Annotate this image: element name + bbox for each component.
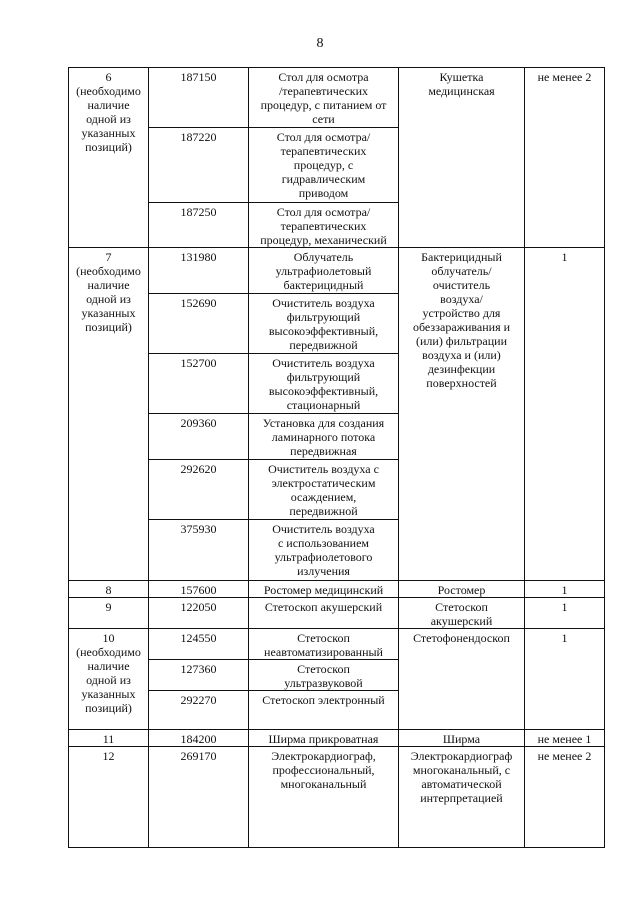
quantity-cell: не менее 2 xyxy=(525,68,605,248)
equipment-name-cell: Стол для осмотра/ терапевтических процедур, с гидравлическим приводом xyxy=(249,128,399,203)
position-number-cell: 6 (необходимо наличие одной из указанных позиций) xyxy=(69,68,149,248)
position-number-cell: 12 xyxy=(69,747,149,848)
quantity-cell: 1 xyxy=(525,248,605,581)
code-cell: 187250 xyxy=(149,203,249,248)
code-cell: 187150 xyxy=(149,68,249,128)
quantity-cell: 1 xyxy=(525,629,605,730)
equipment-type-cell: Кушетка медицинская xyxy=(399,68,525,248)
equipment-name-cell: Стетоскоп ультразвуковой xyxy=(249,660,399,691)
equipment-name-cell: Стетоскоп акушерский xyxy=(249,598,399,629)
table-row xyxy=(69,598,605,629)
code-cell: 131980 xyxy=(149,248,249,294)
equipment-type-cell: Ростомер xyxy=(399,581,525,598)
equipment-name-cell: Ростомер медицинский xyxy=(249,581,399,598)
equipment-type-cell: Стетофонендоскоп xyxy=(399,629,525,730)
table-row xyxy=(69,730,605,747)
equipment-name-cell: Облучатель ультрафиолетовый бактерицидный xyxy=(249,248,399,294)
position-number-cell: 10 (необходимо наличие одной из указанных позиций) xyxy=(69,629,149,730)
code-cell: 152700 xyxy=(149,354,249,414)
code-cell: 187220 xyxy=(149,128,249,203)
quantity-cell: не менее 1 xyxy=(525,730,605,747)
code-cell: 292620 xyxy=(149,460,249,520)
code-cell: 292270 xyxy=(149,691,249,730)
code-cell: 122050 xyxy=(149,598,249,629)
equipment-name-cell: Очиститель воздуха фильтрующий высокоэффективный, передвижной xyxy=(249,294,399,354)
table-row xyxy=(69,68,605,128)
equipment-type-cell: Электрокардиограф многоканальный, с автоматической интерпретацией xyxy=(399,747,525,848)
position-number-cell: 8 xyxy=(69,581,149,598)
position-number-cell: 11 xyxy=(69,730,149,747)
position-number-cell: 7 (необходимо наличие одной из указанных позиций) xyxy=(69,248,149,581)
code-cell: 157600 xyxy=(149,581,249,598)
table-row xyxy=(69,581,605,598)
equipment-type-cell: Стетоскоп акушерский xyxy=(399,598,525,629)
quantity-cell: 1 xyxy=(525,598,605,629)
page-number: 8 xyxy=(316,36,324,51)
equipment-name-cell: Стетоскоп неавтоматизированный xyxy=(249,629,399,660)
code-cell: 184200 xyxy=(149,730,249,747)
equipment-type-cell: Ширма xyxy=(399,730,525,747)
code-cell: 124550 xyxy=(149,629,249,660)
equipment-name-cell: Стол для осмотра /терапевтических процедур, с питанием от сети xyxy=(249,68,399,128)
code-cell: 269170 xyxy=(149,747,249,848)
equipment-name-cell: Стол для осмотра/ терапевтических процедур, механический xyxy=(249,203,399,248)
position-number-cell: 9 xyxy=(69,598,149,629)
code-cell: 127360 xyxy=(149,660,249,691)
equipment-name-cell: Установка для создания ламинарного потока передвижная xyxy=(249,414,399,460)
equipment-name-cell: Очиститель воздуха с использованием ультрафиолетового излучения xyxy=(249,520,399,581)
table-row xyxy=(69,747,605,848)
code-cell: 209360 xyxy=(149,414,249,460)
equipment-name-cell: Ширма прикроватная xyxy=(249,730,399,747)
equipment-name-cell: Стетоскоп электронный xyxy=(249,691,399,730)
code-cell: 375930 xyxy=(149,520,249,581)
table-row xyxy=(69,248,605,294)
code-cell: 152690 xyxy=(149,294,249,354)
equipment-table xyxy=(68,67,605,848)
quantity-cell: 1 xyxy=(525,581,605,598)
table-row xyxy=(69,629,605,660)
equipment-type-cell: Бактерицидный облучатель/ очиститель воздуха/ устройство для обеззараживания и (или) фильтрации воздуха и (или) дезинфекции поверхностей xyxy=(399,248,525,581)
equipment-name-cell: Очиститель воздуха с электростатическим осаждением, передвижной xyxy=(249,460,399,520)
equipment-name-cell: Очиститель воздуха фильтрующий высокоэффективный, стационарный xyxy=(249,354,399,414)
quantity-cell: не менее 2 xyxy=(525,747,605,848)
equipment-name-cell: Электрокардиограф, профессиональный, многоканальный xyxy=(249,747,399,848)
